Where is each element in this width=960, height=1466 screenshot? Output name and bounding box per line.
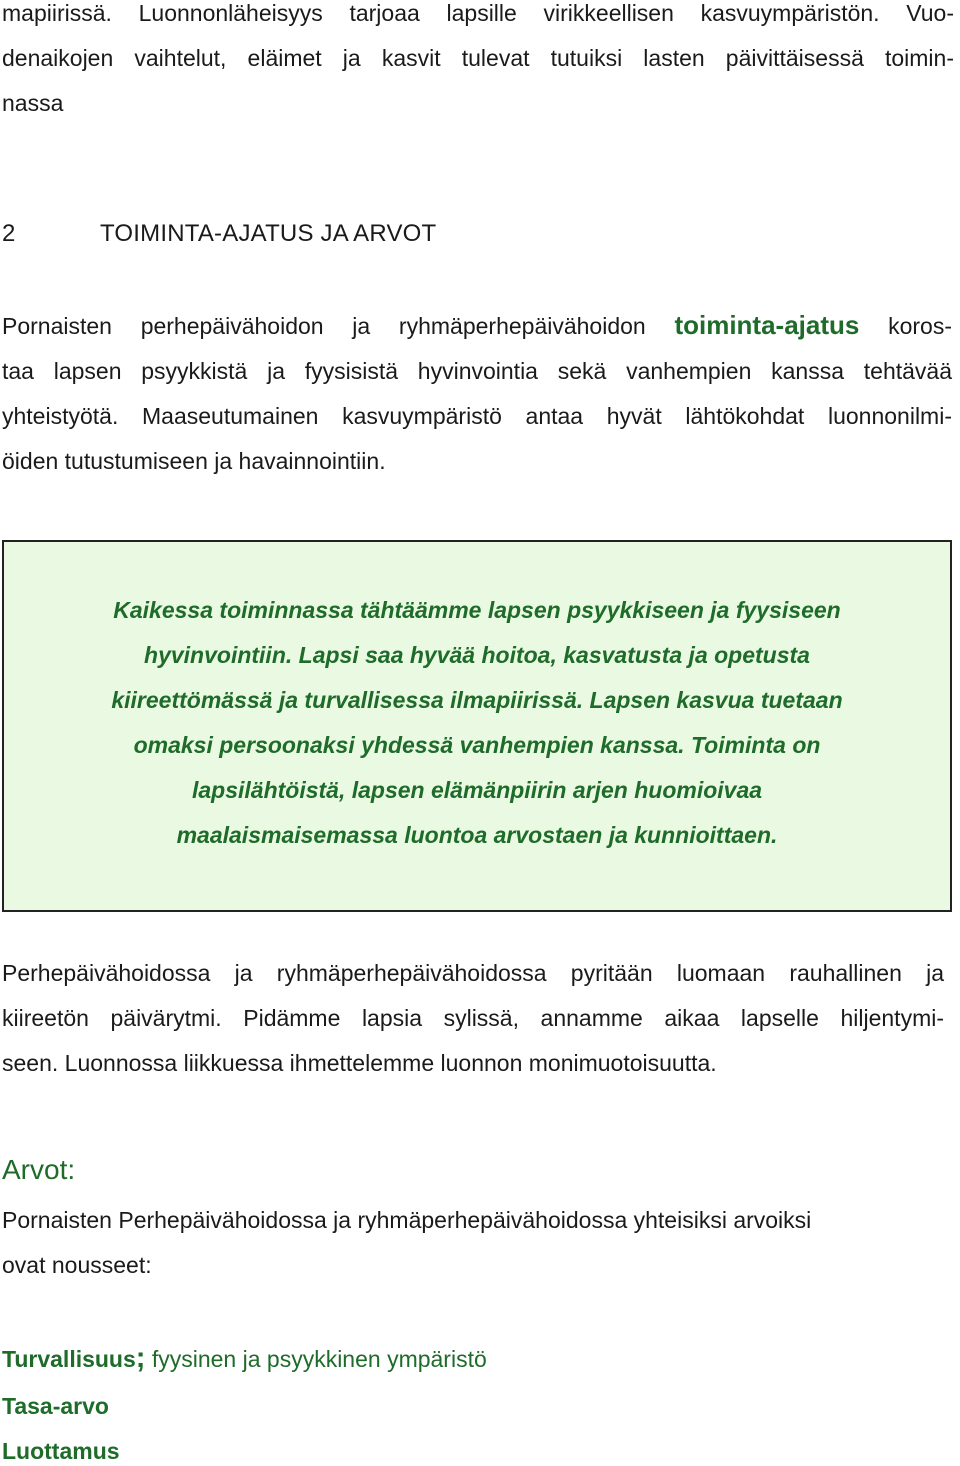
- rhythm-paragraph: [2, 951, 944, 1086]
- values-heading: Arvot:: [2, 1154, 76, 1185]
- section-number: 2: [2, 220, 16, 247]
- values-intro-line: ovat nousseet:: [2, 1252, 152, 1278]
- concept-paragraph: [2, 303, 952, 484]
- value-item-tasa-arvo: [2, 1391, 109, 1421]
- concept-line: yhteistyötä. Maaseutumainen kasvuympäristö antaa hyvät lähtökohdat luonnonilmi-: [2, 403, 952, 429]
- value-title: Tasa-arvo: [2, 1393, 109, 1419]
- values-intro: [2, 1198, 811, 1288]
- section-title: TOIMINTA-AJATUS JA ARVOT: [100, 220, 437, 247]
- callout-line: kiireettömässä ja turvallisessa ilmapiirissä. Lapsen kasvua tuetaan: [111, 687, 843, 713]
- callout-line: Kaikessa toiminnassa tähtäämme lapsen psyykkiseen ja fyysiseen: [113, 597, 841, 623]
- concept-text-after: koros-: [859, 313, 952, 339]
- intro-line: nassa: [2, 90, 64, 116]
- rhythm-line: seen. Luonnossa liikkuessa ihmettelemme luonnon monimuotoisuutta.: [2, 1050, 717, 1076]
- concept-highlight: toiminta-ajatus: [674, 310, 860, 340]
- concept-line: öiden tutustumiseen ja havainnointiin.: [2, 448, 386, 474]
- values-intro-line: Pornaisten Perhepäivähoidossa ja ryhmäperhepäivähoidossa yhteisiksi arvoiksi: [2, 1207, 812, 1233]
- section-heading: [2, 219, 436, 249]
- value-title: Turvallisuus: [2, 1346, 136, 1372]
- callout-line: lapsilähtöistä, lapsen elämänpiirin arjen huomioivaa: [191, 777, 763, 803]
- callout-line: maalaismaisemassa luontoa arvostaen ja kunnioittaen.: [176, 822, 778, 848]
- value-item-turvallisuus: [2, 1343, 487, 1374]
- rhythm-line: Perhepäivähoidossa ja ryhmäperhepäivähoidossa pyritään luomaan rauhallinen ja: [2, 960, 944, 986]
- intro-line: denaikojen vaihtelut, eläimet ja kasvit tulevat tutuiksi lasten päivittäisessä toimin-: [2, 45, 954, 71]
- value-separator: ;: [135, 1342, 146, 1374]
- intro-line: mapiirissä. Luonnonläheisyys tarjoaa lapsille virikkeellisen kasvuympäristön. Vuo-: [2, 0, 954, 26]
- concept-text-before: Pornaisten perhepäivähoidon ja ryhmäperhepäivähoidon: [2, 313, 675, 339]
- concept-line: [2, 303, 952, 349]
- value-item-luottamus: [2, 1436, 120, 1466]
- value-description: fyysinen ja psyykkinen ympäristö: [145, 1346, 487, 1372]
- callout-line: omaksi persoonaksi yhdessä vanhempien kanssa. Toiminta on: [133, 732, 821, 758]
- callout-line: hyvinvointiin. Lapsi saa hyvää hoitoa, kasvatusta ja opetusta: [144, 642, 810, 668]
- intro-paragraph: [2, 0, 954, 126]
- rhythm-line: kiireetön päivärytmi. Pidämme lapsia sylissä, annamme aikaa lapselle hiljentymi-: [2, 1005, 944, 1031]
- value-title: Luottamus: [2, 1438, 120, 1464]
- concept-line: taa lapsen psyykkistä ja fyysisistä hyvinvointia sekä vanhempien kanssa tehtävää: [2, 358, 952, 384]
- mission-callout-box: [2, 540, 952, 912]
